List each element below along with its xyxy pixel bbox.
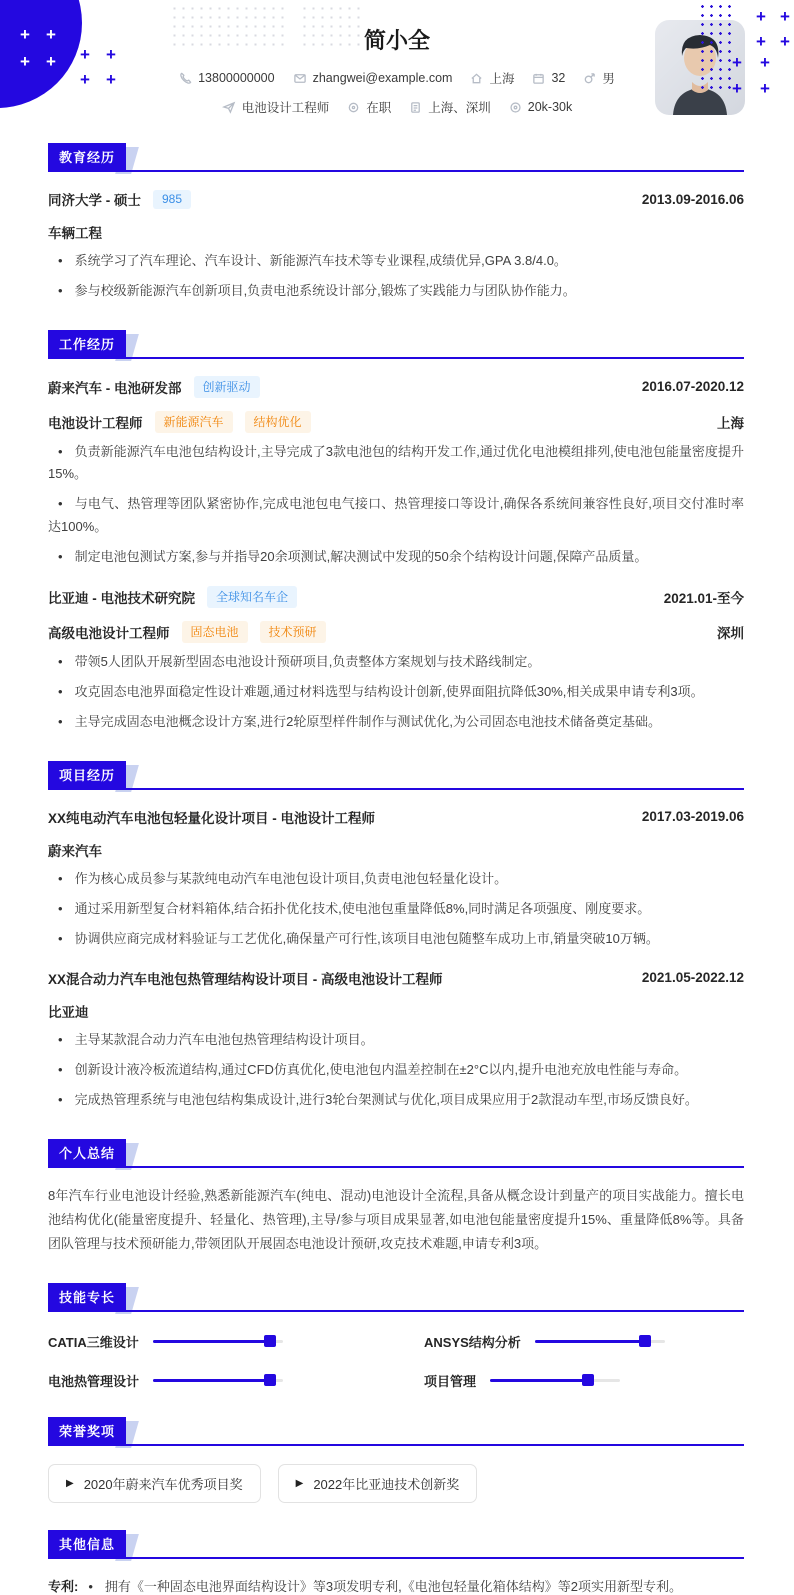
- entry-date: 2017.03-2019.06: [641, 809, 744, 825]
- bullet-item: [48, 280, 744, 302]
- skill-item: [48, 1332, 368, 1351]
- contact-text: zhangwei@example.com: [312, 71, 453, 85]
- contact-item: [583, 69, 615, 87]
- honor-pill[interactable]: [48, 1464, 261, 1503]
- skill-item: [48, 1371, 368, 1390]
- bullet-text: 与电气、热管理等团队紧密协作,完成电池包电气接口、热管理接口等设计,确保各系统间兼容性良好,项目交付准时率达100%。: [48, 496, 744, 534]
- gender-icon: [583, 72, 596, 85]
- contact-text: 电池设计工程师: [241, 101, 330, 115]
- section-work: [48, 330, 744, 734]
- section-header: [48, 1417, 744, 1446]
- work-entry: [48, 586, 744, 734]
- contact-item: [470, 69, 514, 87]
- summary-text: 8年汽车行业电池设计经验,熟悉新能源汽车(纯电、混动)电池设计全流程,具备从概念设计到量产的项目实战能力。擅长电池结构优化(能量密度提升、轻量化、热管理),主导/参与项目成果显著,如电池包能量密度提升15%、重量降低8%等。具备团队管理与技术预研能力,带领团队开展固态电池设计预研,攻克技术难题,申请专利3项。: [48, 1187, 744, 1251]
- bullet-list: [48, 651, 744, 734]
- skill-item: [424, 1332, 744, 1351]
- bullet-dot: •: [58, 1031, 63, 1047]
- entry-subtitle-row: [48, 1001, 744, 1021]
- bullet-text: 制定电池包测试方案,参与并指导20余项测试,解决测试中发现的50余个结构设计问题,保障产品质量。: [74, 549, 648, 565]
- skill-item: [424, 1371, 744, 1390]
- entry-title-row: [48, 586, 744, 608]
- bullet-dot: •: [58, 931, 63, 947]
- bullet-text: 负责新能源汽车电池包结构设计,主导完成了3款电池包的结构开发工作,通过优化电池模组排列,使电池包能量密度提升15%。: [48, 443, 744, 482]
- contact-item: [222, 98, 330, 116]
- skill-slider-thumb[interactable]: [639, 1335, 651, 1347]
- patent-text: 拥有《一种固态电池界面结构设计》等3项发明专利,《电池包轻量化箱体结构》等2项实用新型专利。: [104, 1578, 682, 1594]
- bullet-item: [48, 898, 744, 920]
- contact-row-2: [0, 98, 794, 116]
- skill-slider-thumb[interactable]: [264, 1374, 276, 1386]
- bullet-dot: •: [58, 549, 63, 565]
- bullet-item: [48, 868, 744, 890]
- entry-title-row: [48, 376, 744, 398]
- skill-fill: [490, 1379, 588, 1382]
- bullet-text: 带领5人团队开展新型固态电池设计预研项目,负责整体方案规划与技术路线制定。: [74, 653, 541, 669]
- page-title: 简小全: [363, 28, 430, 53]
- skill-label: 电池热管理设计: [48, 1373, 140, 1389]
- age-icon: [532, 72, 545, 85]
- bullet-text: 主导某款混合动力汽车电池包热管理结构设计项目。: [74, 1031, 374, 1047]
- skill-slider[interactable]: [490, 1379, 620, 1382]
- entry-subtitle: 车辆工程: [48, 226, 102, 241]
- phone-icon: [179, 72, 192, 85]
- section-badge: 技能专长: [48, 1283, 126, 1310]
- contact-text: 在职: [366, 101, 392, 115]
- patent-label: 专利:: [48, 1578, 79, 1594]
- bullet-text: 创新设计液冷板流道结构,通过CFD仿真优化,使电池包内温差控制在±2°C以内,提升电池充放电性能与寿命。: [74, 1062, 688, 1078]
- honor-list: [48, 1464, 744, 1503]
- entry-date: 2016.07-2020.12: [641, 379, 744, 395]
- section-header: [48, 143, 744, 172]
- contact-text: 上海: [489, 72, 515, 86]
- bullet-text: 通过采用新型复合材料箱体,结合拓扑优化技术,使电池包重量降低8%,同时满足各项强度、刚度要求。: [74, 900, 651, 916]
- section-education: [48, 143, 744, 303]
- plus-decor: + + + +: [80, 45, 116, 89]
- bullet-dot: •: [58, 253, 63, 268]
- skill-slider[interactable]: [153, 1379, 283, 1382]
- contact-info: [0, 69, 794, 116]
- section-summary: [48, 1139, 744, 1256]
- bullet-dot: •: [58, 1062, 63, 1078]
- entry-subtitle-row: [48, 411, 744, 433]
- skill-label: 项目管理: [424, 1373, 477, 1389]
- bullet-text: 系统学习了汽车理论、汽车设计、新能源汽车技术等专业课程,成绩优异,GPA 3.8/4.0。: [74, 253, 567, 268]
- entry-date: 2013.09-2016.06: [641, 191, 744, 207]
- entry-title-row: [48, 189, 744, 209]
- entry-subtitle: 蔚来汽车: [48, 843, 102, 859]
- bullet-dot: •: [58, 443, 63, 459]
- bullet-item: [48, 1029, 744, 1051]
- bullet-item: [48, 681, 744, 703]
- entry-subtitle: 高级电池设计工程师 固态电池 技术预研: [48, 621, 326, 643]
- bullet-list: [48, 1029, 744, 1112]
- entry-tag: 985: [153, 190, 191, 209]
- entry-subtitle-row: [48, 222, 744, 242]
- entry-tag: 创新驱动: [194, 376, 260, 398]
- project-entry: [48, 807, 744, 951]
- section-projects: [48, 761, 744, 1112]
- entry-subtitle-row: [48, 621, 744, 643]
- honor-label: 2020年蔚来汽车优秀项目奖: [83, 1476, 243, 1492]
- contact-item: [409, 98, 491, 116]
- bullet-item: [48, 493, 744, 538]
- plus-decor: + + + +: [20, 25, 56, 71]
- bullet-text: 主导完成固态电池概念设计方案,进行2轮原型样件制作与测试优化,为公司固态电池技术储备奠定基础。: [74, 714, 662, 730]
- entry-tag: 技术预研: [260, 621, 326, 643]
- send-icon: [222, 101, 236, 114]
- section-badge: 其他信息: [48, 1530, 126, 1557]
- bullet-item: [48, 441, 744, 486]
- skill-fill: [153, 1340, 270, 1343]
- entry-date: 2021.05-2022.12: [641, 970, 744, 986]
- plus-decor: + + + +: [732, 53, 770, 98]
- bullet-dot: •: [58, 653, 63, 669]
- contact-text: 男: [602, 72, 615, 86]
- contact-item: [179, 71, 274, 85]
- honor-label: 2022年比亚迪技术创新奖: [313, 1476, 460, 1492]
- contact-row-1: [0, 69, 794, 87]
- section-header: [48, 1139, 744, 1168]
- entry-location: 上海: [717, 415, 744, 431]
- bullet-dot: •: [58, 496, 63, 512]
- bullet-item: [48, 711, 744, 733]
- project-entry: [48, 968, 744, 1112]
- entry-title: XX混合动力汽车电池包热管理结构设计项目 - 高级电池设计工程师: [48, 971, 443, 987]
- section-badge: 荣誉奖项: [48, 1417, 126, 1444]
- bullet-item: [48, 928, 744, 950]
- bullet-item: [48, 546, 744, 568]
- entry-title: XX纯电动汽车电池包轻量化设计项目 - 电池设计工程师: [48, 810, 376, 826]
- skill-fill: [535, 1340, 646, 1343]
- contact-item: [293, 71, 453, 85]
- status-icon: [347, 101, 360, 114]
- bullet-text: 完成热管理系统与电池包结构集成设计,进行3轮台架测试与优化,项目成果应用于2款混动车型,市场反馈良好。: [74, 1092, 698, 1108]
- section-header: [48, 1283, 744, 1312]
- play-icon: ▶: [66, 1477, 74, 1489]
- entry-subtitle-row: [48, 840, 744, 860]
- bullet-dot: •: [58, 870, 63, 886]
- skill-slider-thumb[interactable]: [264, 1335, 276, 1347]
- contact-text: 13800000000: [198, 71, 275, 85]
- skill-slider[interactable]: [153, 1340, 283, 1343]
- section-honors: [48, 1417, 744, 1503]
- bullet-dot: •: [58, 900, 63, 916]
- section-badge: 教育经历: [48, 143, 126, 170]
- bullet-dot: •: [58, 1092, 63, 1108]
- bullet-dot: •: [58, 714, 63, 730]
- section-header: [48, 1530, 744, 1559]
- section-header: [48, 761, 744, 790]
- bullet-text: 作为核心成员参与某款纯电动汽车电池包设计项目,负责电池包轻量化设计。: [74, 870, 508, 886]
- skill-fill: [153, 1379, 270, 1382]
- bullet-item: [48, 1089, 744, 1111]
- bullet-list: [48, 250, 744, 303]
- contact-text: 20k-30k: [527, 100, 573, 114]
- skill-slider-thumb[interactable]: [582, 1374, 594, 1386]
- salary-icon: [509, 101, 522, 114]
- education-entry: [48, 189, 744, 303]
- entry-subtitle: 电池设计工程师 新能源汽车 结构优化: [48, 411, 311, 433]
- contact-text: 32: [551, 71, 566, 85]
- patent-line: [48, 1576, 744, 1595]
- bullet-item: [48, 1059, 744, 1081]
- section-other: [48, 1530, 744, 1595]
- skill-label: ANSYS结构分析: [424, 1334, 521, 1350]
- bullet-text: 攻克固态电池界面稳定性设计难题,通过材料选型与结构设计创新,使界面阻抗降低30%,相关成果申请专利3项。: [74, 683, 704, 699]
- section-badge: 个人总结: [48, 1139, 126, 1166]
- cities-icon: [409, 101, 422, 114]
- entry-tag: 全球知名车企: [207, 586, 297, 608]
- contact-item: [532, 71, 565, 85]
- bullet-dot: •: [58, 683, 63, 699]
- skills-grid: [48, 1332, 744, 1390]
- plus-decor: + + + +: [756, 7, 790, 51]
- bullet-dot: •: [58, 283, 63, 299]
- entry-tag: 固态电池: [182, 621, 248, 643]
- email-icon: [293, 72, 307, 85]
- section-skills: [48, 1283, 744, 1390]
- section-badge: 项目经历: [48, 761, 126, 788]
- entry-tag: 结构优化: [245, 411, 311, 433]
- entry-location: 深圳: [717, 625, 744, 641]
- entry-title-row: [48, 807, 744, 827]
- home-icon: [470, 72, 483, 85]
- bullet-text: 参与校级新能源汽车创新项目,负责电池系统设计部分,锻炼了实践能力与团队协作能力。: [74, 283, 576, 299]
- bullet-item: [48, 651, 744, 673]
- honor-pill[interactable]: [278, 1464, 478, 1503]
- section-header: [48, 330, 744, 359]
- entry-title: 比亚迪 - 电池技术研究院 全球知名车企: [48, 586, 297, 608]
- section-badge: 工作经历: [48, 330, 126, 357]
- entry-subtitle: 比亚迪: [48, 1004, 89, 1020]
- entry-title: 同济大学 - 硕士 985: [48, 189, 191, 209]
- contact-item: [347, 98, 391, 116]
- bullet-dot: •: [88, 1578, 93, 1594]
- contact-text: 上海、深圳: [428, 101, 491, 115]
- bullet-text: 协调供应商完成材料验证与工艺优化,确保量产可行性,该项目电池包随整车成功上市,销量突破10万辆。: [74, 931, 659, 947]
- skill-slider[interactable]: [535, 1340, 665, 1343]
- entry-title: 蔚来汽车 - 电池研发部 创新驱动: [48, 376, 260, 398]
- bullet-item: [48, 250, 744, 272]
- bullet-list: [48, 868, 744, 951]
- entry-title-row: [48, 968, 744, 988]
- entry-date: 2021.01-至今: [663, 590, 744, 606]
- skill-label: CATIA三维设计: [48, 1334, 139, 1350]
- contact-item: [509, 100, 572, 114]
- play-icon: ▶: [295, 1477, 304, 1489]
- entry-tag: 新能源汽车: [155, 411, 233, 433]
- work-entry: [48, 376, 744, 569]
- bullet-list: [48, 441, 744, 569]
